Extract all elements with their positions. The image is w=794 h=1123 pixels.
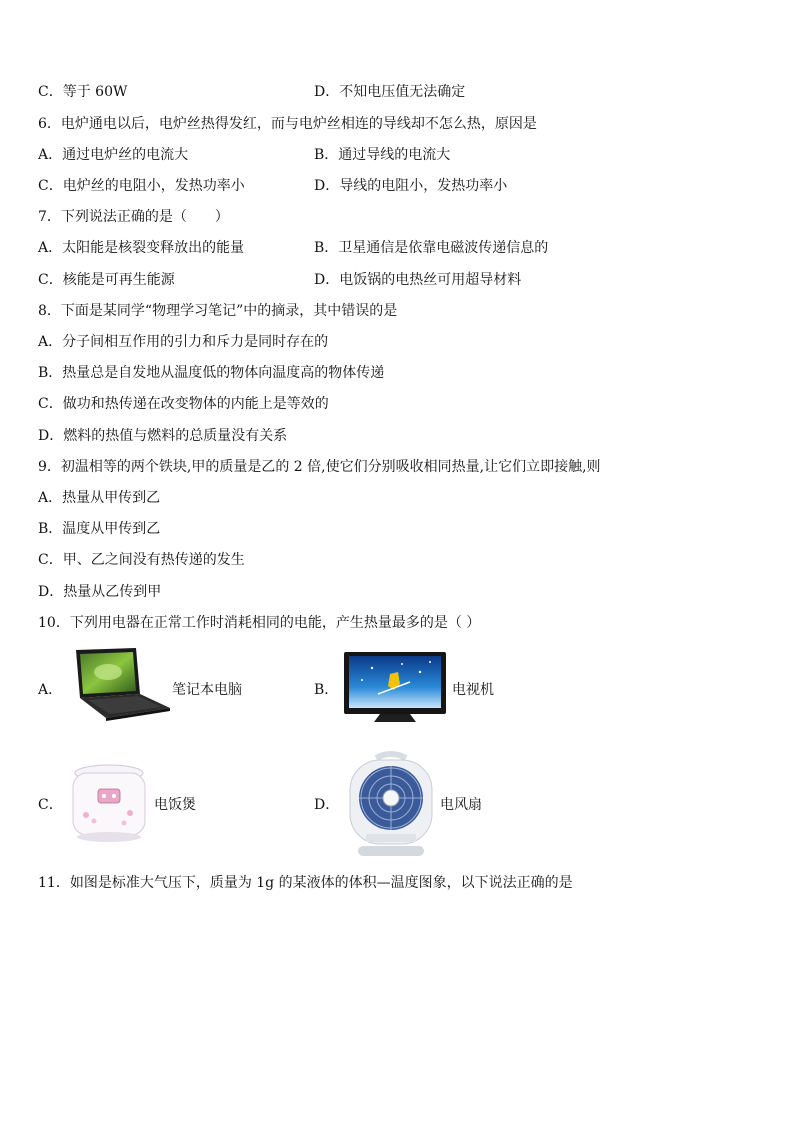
q6-option-d: D．导线的电阻小，发热功率小 xyxy=(314,178,508,194)
q10-stem: 10．下列用电器在正常工作时消耗相同的电能，产生热量最多的是（ ） xyxy=(38,615,481,631)
q7-option-c: C．核能是可再生能源 xyxy=(38,272,175,288)
q8-option-c: C．做功和热传递在改变物体的内能上是等效的 xyxy=(38,396,329,412)
q10-option-b-letter: B． xyxy=(314,682,339,698)
q6-option-b: B．通过导线的电流大 xyxy=(314,147,451,163)
q10-option-d-letter: D． xyxy=(314,797,340,813)
laptop-icon xyxy=(66,646,172,722)
q7-option-b: B．卫星通信是依靠电磁波传递信息的 xyxy=(314,240,549,256)
laptop-image xyxy=(66,646,172,722)
q10-option-d-caption: 电风扇 xyxy=(440,797,482,813)
q8-option-b: B．热量总是自发地从温度低的物体向温度高的物体传递 xyxy=(38,365,385,381)
q5-option-d: D．不知电压值无法确定 xyxy=(314,84,466,100)
q7-stem: 7．下列说法正确的是（ ） xyxy=(38,209,229,225)
q11-stem: 11．如图是标准大气压下，质量为 1g 的某液体的体积—温度图象，以下说法正确的是 xyxy=(38,875,573,891)
q7-option-a: A．太阳能是核裂变释放出的能量 xyxy=(38,240,245,256)
q9-option-c: C．甲、乙之间没有热传递的发生 xyxy=(38,552,245,568)
q9-option-b: B．温度从甲传到乙 xyxy=(38,521,161,537)
q9-stem: 9．初温相等的两个铁块,甲的质量是乙的 2 倍,使它们分别吸收相同热量,让它们立即接触,则 xyxy=(38,459,601,475)
q8-option-d: D．燃料的热值与燃料的总质量没有关系 xyxy=(38,428,288,444)
q8-stem: 8．下面是某同学“物理学习笔记”中的摘录，其中错误的是 xyxy=(38,303,398,319)
q10-option-b-caption: 电视机 xyxy=(452,682,494,698)
electric-fan-image xyxy=(344,750,438,858)
q10-option-c-letter: C． xyxy=(38,797,63,813)
q10-option-a-letter: A． xyxy=(38,682,63,698)
q10-option-c-caption: 电饭煲 xyxy=(154,797,196,813)
fan-icon xyxy=(344,750,438,858)
q6-stem: 6．电炉通电以后，电炉丝热得发红，而与电炉丝相连的导线却不怎么热，原因是 xyxy=(38,116,537,132)
q5-option-c: C．等于 60W xyxy=(38,84,128,100)
q9-option-a: A．热量从甲传到乙 xyxy=(38,490,161,506)
q7-option-d: D．电饭锅的电热丝可用超导材料 xyxy=(314,272,522,288)
rice-cooker-image xyxy=(64,763,154,845)
q6-option-c: C．电炉丝的电阻小，发热功率小 xyxy=(38,178,245,194)
television-image xyxy=(342,650,448,724)
rice-cooker-icon xyxy=(64,763,154,845)
q10-option-a-caption: 笔记本电脑 xyxy=(172,682,242,698)
q9-option-d: D．热量从乙传到甲 xyxy=(38,584,162,600)
q8-option-a: A．分子间相互作用的引力和斥力是同时存在的 xyxy=(38,334,329,350)
q6-option-a: A．通过电炉丝的电流大 xyxy=(38,147,189,163)
television-icon xyxy=(342,650,448,724)
